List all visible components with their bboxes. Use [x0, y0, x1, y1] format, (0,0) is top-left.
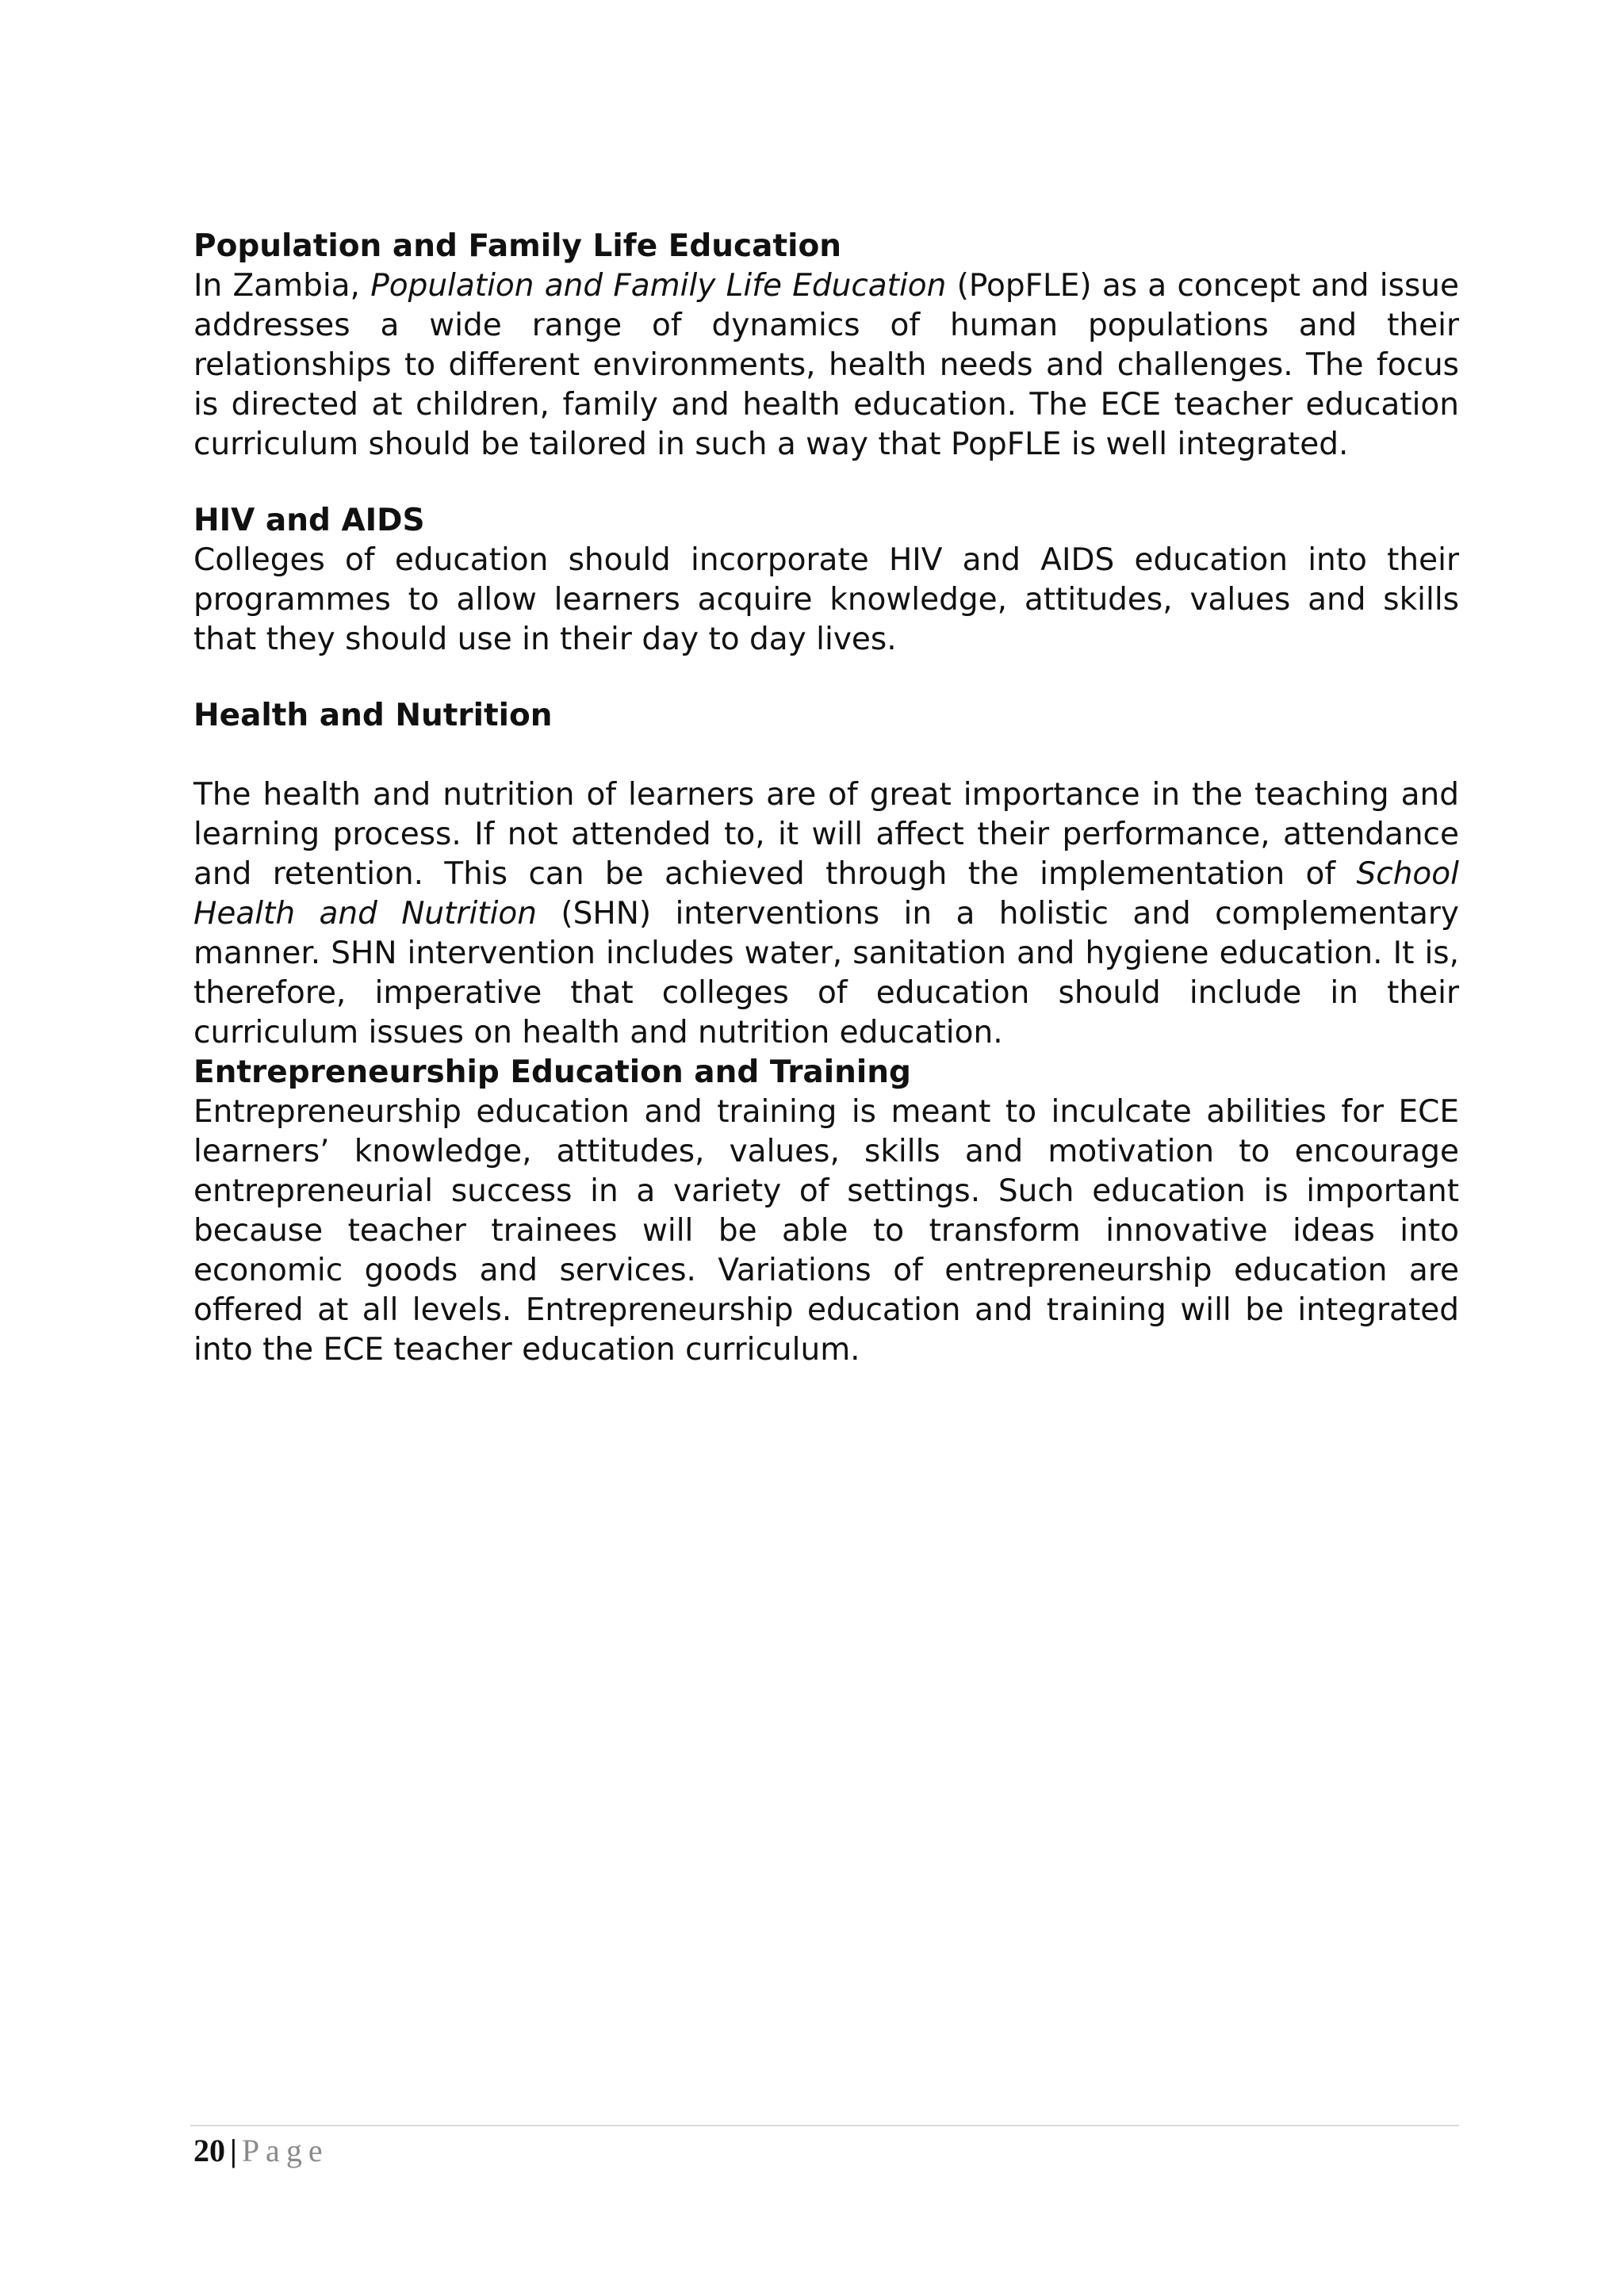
page-number: 20 [193, 2133, 225, 2168]
section-heading-popfle: Population and Family Life Education [193, 228, 842, 264]
paragraph-text: The health and nutrition of learners are of great importance in the teaching and learning process. If not attended to, it will affect their performance, attendance and retention. This can be achieved through the implementation of [193, 777, 1459, 892]
footer-divider [190, 2125, 1459, 2126]
section-paragraph-entrepreneurship: Entrepreneurship education and training is meant to inculcate abilities for ECE learners’ knowledge, attitudes, values, skills and motivation to encourage entrepreneurial success in a variety of settings. Such education is important because teacher trainees will be able to transform innovative ideas into economic goods and services. Variations of entrepreneurship education are offered at all levels. Entrepreneurship education and training will be integrated into the ECE teacher education curriculum. [193, 1094, 1459, 1368]
page-label: Page [241, 2133, 329, 2168]
section-paragraph-hiv: Colleges of education should incorporate HIV and AIDS education into their programmes to allow learners acquire knowledge, attitudes, values and skills that they should use in their day to day lives. [193, 542, 1459, 657]
spacer [193, 660, 1459, 696]
spacer [193, 736, 1459, 775]
italic-term-shn: School Health and Nutrition [193, 856, 1459, 932]
italic-term-popfle: Population and Family Life Education [370, 268, 947, 304]
section-heading-health: Health and Nutrition [193, 698, 553, 733]
paragraph-text: (PopFLE) as a concept and issue addresses a wide range of dynamics of human populations and their relationships to different environments, health needs and challenges. The focus is directed at children, family and health education. The ECE teacher education curriculum should be tailored in such a way that PopFLE is well integrated. [193, 268, 1459, 462]
paragraph-text: (SHN) interventions in a holistic and complementary manner. SHN intervention includes water, sanitation and hygiene education. It is, therefore, imperative that colleges of education should include in their curriculum issues on health and nutrition education. [193, 896, 1459, 1050]
section-paragraph-health [193, 775, 1459, 1053]
spacer [193, 465, 1459, 501]
paragraph-text: In Zambia, [193, 268, 371, 304]
footer-separator: | [230, 2133, 237, 2168]
section-heading-hiv: HIV and AIDS [193, 503, 425, 538]
section-heading-entrepreneurship: Entrepreneurship Education and Training [193, 1054, 911, 1090]
page-content [193, 227, 1459, 1370]
page-footer [193, 2131, 329, 2171]
section-paragraph-popfle [193, 266, 1459, 465]
